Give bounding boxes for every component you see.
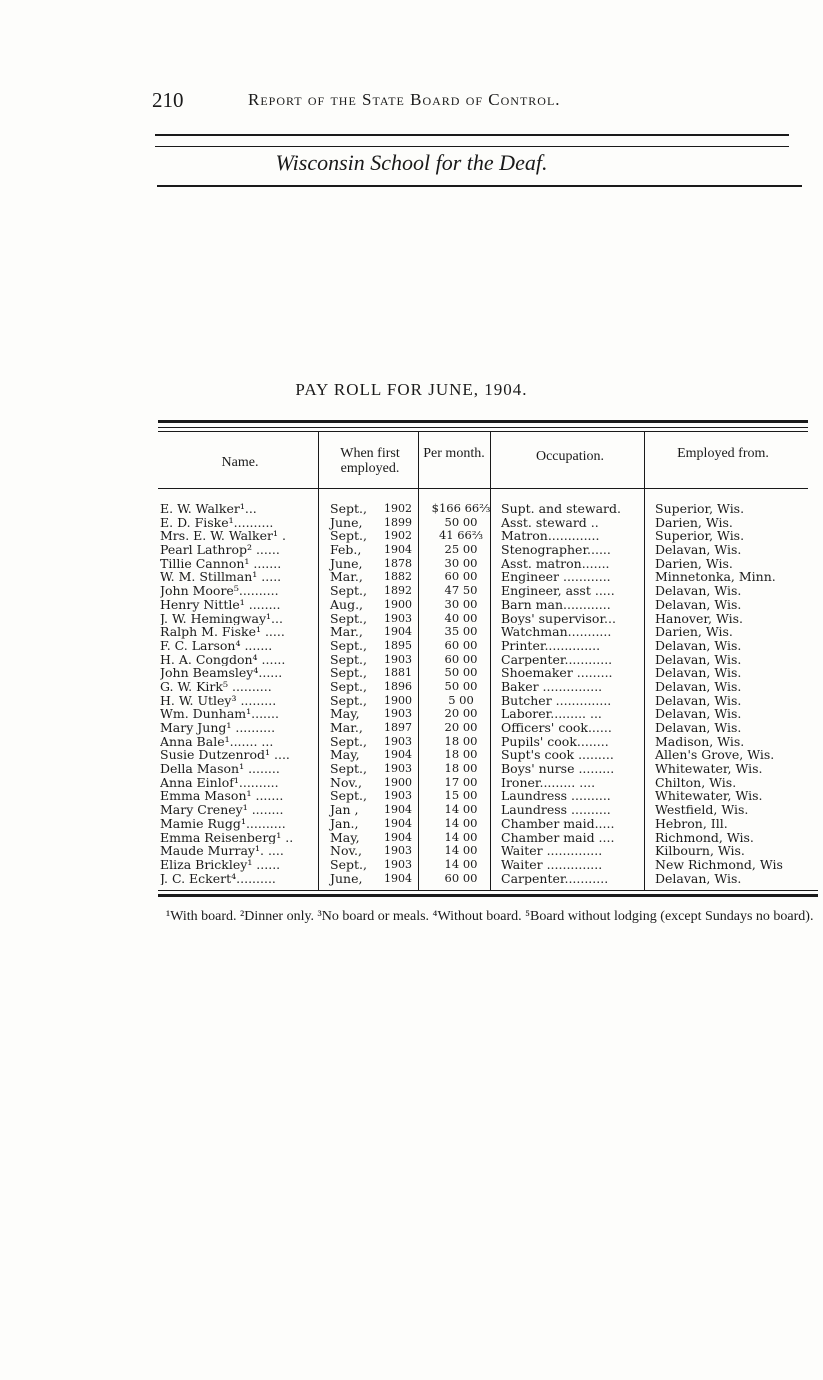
monthly-pay: 14 00 [444, 802, 478, 817]
hire-year: 1897 [384, 721, 412, 734]
header-rule-top [155, 134, 789, 136]
table-row [158, 598, 818, 612]
hire-month: Sept., [330, 733, 367, 749]
occupation: Stenographer...... [501, 543, 611, 557]
running-title: Report of the State Board of Control. [248, 90, 561, 109]
occupation: Chamber maid .... [501, 830, 615, 845]
occupation: Matron............. [501, 529, 600, 544]
employed-from: Madison, Wis. [655, 733, 745, 749]
table-row [158, 817, 818, 831]
table-row [158, 529, 818, 543]
hire-year: 1900 [384, 597, 412, 611]
employee-name: Mamie Rugg¹.......... [160, 816, 286, 831]
hire-year: 1903 [384, 734, 412, 748]
hire-month: Mar., [330, 624, 363, 640]
hire-month: Sept., [330, 583, 367, 599]
employed-from: Superior, Wis. [655, 528, 745, 544]
employee-name: Mrs. E. W. Walker¹ . [160, 529, 286, 544]
table-row [158, 872, 818, 886]
monthly-pay: 41 66⅔ [438, 528, 484, 543]
employee-name: Mary Creney¹ ........ [160, 803, 284, 817]
table-row [158, 721, 818, 735]
table-row [158, 653, 818, 667]
table-row [158, 570, 818, 584]
employee-name: Eliza Brickley¹ ...... [160, 857, 281, 872]
employed-from: Delavan, Wis. [655, 870, 742, 886]
table-title: PAY ROLL FOR JUNE, 1904. [295, 380, 528, 399]
hire-year: 1903 [384, 762, 412, 776]
employed-from: Darien, Wis. [655, 624, 733, 640]
employed-from: Delavan, Wis. [655, 637, 742, 653]
table-row [158, 557, 818, 571]
hire-year: 1896 [384, 679, 412, 693]
hire-month: Sept., [330, 665, 367, 681]
hire-month: May, [330, 747, 360, 763]
employee-name: John Moore⁵.......... [160, 584, 279, 598]
employee-name: E. W. Walker¹... [160, 502, 257, 516]
hire-year: 1900 [384, 775, 412, 789]
monthly-pay: 35 00 [444, 624, 478, 639]
monthly-pay: 50 00 [444, 678, 478, 693]
hire-month: Sept., [330, 610, 367, 626]
header-row-rule [158, 488, 808, 489]
employed-from: Hebron, Ill. [655, 815, 728, 831]
employed-from: Delavan, Wis. [655, 678, 742, 694]
monthly-pay: 60 00 [444, 651, 478, 666]
occupation: Carpenter............ [501, 652, 613, 667]
employed-from: Westfield, Wis. [655, 802, 749, 818]
occupation: Asst. matron....... [501, 556, 610, 571]
occupation: Supt's cook ......... [501, 748, 614, 763]
hire-month: Nov., [330, 843, 362, 859]
hire-month: Aug., [330, 596, 364, 612]
employee-name: Henry Nittle¹ ........ [160, 597, 281, 612]
hire-year: 1882 [384, 570, 412, 584]
table-row [158, 748, 818, 762]
employee-name: Pearl Lathrop² ...... [160, 543, 280, 557]
monthly-pay: 60 00 [444, 637, 478, 652]
table-row [158, 625, 818, 639]
hire-month: Sept., [330, 651, 367, 667]
employee-name: F. C. Larson⁴ ....... [160, 638, 273, 653]
employee-name: W. M. Stillman¹ ..... [160, 570, 282, 585]
hire-month: Nov., [330, 774, 362, 790]
table-rule-top-thin [158, 427, 808, 428]
occupation: Carpenter........... [501, 871, 609, 886]
header-rule-bottom [155, 146, 789, 147]
monthly-pay: 47 50 [444, 583, 478, 598]
table-row [158, 762, 818, 776]
hire-year: 1878 [384, 556, 412, 570]
hire-month: May, [330, 829, 360, 845]
employee-name: H. A. Congdon⁴ ...... [160, 652, 286, 667]
table-row [158, 516, 818, 530]
hire-month: June, [330, 870, 363, 886]
employed-from: Delavan, Wis. [655, 583, 742, 599]
employee-name: G. W. Kirk⁵ .......... [160, 679, 272, 694]
employee-name: J. W. Hemingway¹... [160, 611, 283, 626]
hire-month: Sept., [330, 761, 367, 777]
page-number: 210 [152, 88, 184, 112]
table-row [158, 584, 818, 598]
employed-from: Delavan, Wis. [655, 651, 742, 667]
hire-month: Jan., [330, 815, 359, 831]
hire-year: 1904 [384, 543, 412, 557]
table-row [158, 789, 818, 803]
employee-name: Anna Einlof¹.......... [160, 775, 279, 790]
monthly-pay: 60 00 [444, 569, 478, 584]
monthly-pay: 14 00 [444, 856, 478, 871]
table-rule-top-thick [158, 420, 808, 423]
occupation: Laundress .......... [501, 789, 611, 804]
hire-year: 1902 [384, 502, 412, 515]
footnote: ¹With board. ²Dinner only. ³No board or meals. ⁴Without board. ⁵Board without lodging (except Sundays no board). [166, 909, 814, 924]
monthly-pay: 14 00 [444, 815, 478, 830]
section-title: Wisconsin School for the Deaf. [275, 150, 548, 175]
table-row [158, 666, 818, 680]
occupation: Engineer, asst ..... [501, 584, 615, 598]
employed-from: Delavan, Wis. [655, 596, 742, 612]
monthly-pay: $166 66⅔ [431, 501, 491, 515]
monthly-pay: 50 00 [444, 514, 478, 529]
hire-month: Feb., [330, 542, 362, 558]
employee-name: Emma Mason¹ ....... [160, 789, 284, 804]
hire-year: 1904 [384, 871, 412, 885]
employee-name: Maude Murray¹. .... [160, 844, 284, 858]
monthly-pay: 15 00 [444, 788, 478, 803]
occupation: Boys' nurse ......... [501, 762, 615, 776]
col-header-when-first-employed: When first employed. [340, 446, 400, 476]
occupation: Officers' cook...... [501, 721, 612, 735]
table-row [158, 707, 818, 721]
employed-from: Darien, Wis. [655, 555, 733, 571]
employed-from: New Richmond, Wis [655, 856, 783, 872]
hire-month: Sept., [330, 501, 367, 516]
monthly-pay: 40 00 [444, 610, 478, 625]
hire-month: June, [330, 514, 363, 530]
occupation: Waiter .............. [501, 844, 603, 858]
col-header-employed-from: Employed from. [677, 446, 769, 461]
occupation: Supt. and steward. [501, 502, 622, 516]
employed-from: Hanover, Wis. [655, 610, 743, 626]
monthly-pay: 25 00 [444, 542, 478, 557]
hire-year: 1904 [384, 625, 412, 639]
payroll-rows [158, 502, 818, 885]
employee-name: H. W. Utley³ ......... [160, 693, 277, 708]
occupation: Baker ............... [501, 679, 603, 694]
monthly-pay: 18 00 [444, 747, 478, 762]
occupation: Laborer......... ... [501, 707, 602, 722]
col-header-occupation: Occupation. [535, 449, 605, 464]
monthly-pay: 14 00 [444, 843, 478, 858]
hire-year: 1904 [384, 803, 412, 817]
occupation: Boys' supervisor... [501, 611, 616, 626]
employed-from: Allen's Grove, Wis. [655, 747, 775, 763]
employee-name: Susie Dutzenrod¹ .... [160, 748, 290, 763]
table-rule-bottom-thin [158, 890, 818, 891]
monthly-pay: 60 00 [444, 870, 478, 885]
occupation: Engineer ............ [501, 570, 611, 585]
hire-year: 1902 [384, 529, 412, 543]
hire-year: 1903 [384, 707, 412, 721]
employed-from: Superior, Wis. [655, 501, 745, 516]
hire-month: Jan , [330, 802, 359, 818]
hire-month: Sept., [330, 856, 367, 872]
occupation: Asst. steward .. [501, 515, 599, 530]
hire-year: 1903 [384, 611, 412, 625]
occupation: Shoemaker ......... [501, 666, 613, 680]
hire-year: 1904 [384, 748, 412, 762]
employee-name: Wm. Dunham¹....... [160, 707, 279, 722]
table-row [158, 803, 818, 817]
employed-from: Delavan, Wis. [655, 692, 742, 708]
employee-name: Emma Reisenberg¹ .. [160, 830, 294, 845]
hire-month: Sept., [330, 788, 367, 804]
monthly-pay: 20 00 [444, 706, 478, 721]
employee-name: Ralph M. Fiske¹ ..... [160, 625, 285, 639]
employed-from: Chilton, Wis. [655, 774, 737, 790]
hire-year: 1903 [384, 652, 412, 666]
monthly-pay: 50 00 [444, 665, 478, 680]
table-row [158, 543, 818, 557]
occupation: Waiter .............. [501, 857, 603, 872]
hire-month: Sept., [330, 637, 367, 653]
occupation: Ironer......... .... [501, 775, 596, 790]
table-row [158, 694, 818, 708]
hire-year: 1903 [384, 857, 412, 871]
hire-year: 1903 [384, 789, 412, 803]
occupation: Barn man............ [501, 597, 611, 612]
employed-from: Minnetonka, Minn. [655, 569, 776, 585]
hire-year: 1903 [384, 844, 412, 858]
employed-from: Richmond, Wis. [655, 829, 754, 845]
employee-name: Anna Bale¹....... ... [160, 734, 274, 749]
table-row [158, 831, 818, 845]
table-row [158, 502, 818, 516]
hire-year: 1904 [384, 830, 412, 844]
hire-year: 1904 [384, 816, 412, 830]
occupation: Laundress .......... [501, 803, 611, 817]
hire-year: 1899 [384, 515, 412, 529]
occupation: Chamber maid..... [501, 816, 615, 831]
hire-month: May, [330, 706, 360, 722]
hire-year: 1881 [384, 666, 412, 680]
table-row [158, 858, 818, 872]
monthly-pay: 20 00 [444, 720, 478, 734]
hire-month: Mar., [330, 569, 363, 585]
monthly-pay: 30 00 [444, 555, 478, 570]
hire-month: Sept., [330, 692, 367, 708]
employed-from: Delavan, Wis. [655, 720, 742, 735]
monthly-pay: 17 00 [444, 774, 478, 789]
occupation: Pupils' cook........ [501, 734, 609, 749]
hire-month: Sept., [330, 528, 367, 544]
occupation: Watchman........... [501, 625, 612, 639]
table-row [158, 844, 818, 858]
table-rule-top-inner [158, 431, 808, 432]
employed-from: Darien, Wis. [655, 514, 733, 530]
monthly-pay: 30 00 [444, 596, 478, 611]
col-header-per-month: Per month. [423, 446, 485, 461]
employed-from: Whitewater, Wis. [655, 788, 763, 804]
table-row [158, 735, 818, 749]
occupation: Butcher .............. [501, 693, 612, 708]
employed-from: Delavan, Wis. [655, 706, 742, 722]
hire-year: 1892 [384, 584, 412, 598]
table-rule-bottom-thick [158, 894, 818, 897]
employed-from: Kilbourn, Wis. [655, 843, 745, 859]
monthly-pay: 18 00 [444, 733, 478, 748]
monthly-pay: 14 00 [444, 829, 478, 844]
employed-from: Whitewater, Wis. [655, 761, 763, 777]
table-row [158, 612, 818, 626]
hire-month: Mar., [330, 720, 363, 735]
table-row [158, 680, 818, 694]
hire-month: June, [330, 555, 363, 571]
employee-name: E. D. Fiske¹.......... [160, 515, 274, 530]
occupation: Printer.............. [501, 638, 601, 653]
hire-year: 1900 [384, 693, 412, 707]
monthly-pay: 18 00 [444, 761, 478, 776]
page-header [152, 88, 792, 118]
employed-from: Delavan, Wis. [655, 542, 742, 558]
section-rule [157, 185, 802, 187]
employed-from: Delavan, Wis. [655, 665, 742, 681]
hire-month: Sept., [330, 678, 367, 694]
employee-name: Della Mason¹ ........ [160, 762, 280, 776]
monthly-pay: 5 00 [448, 692, 474, 707]
employee-name: John Beamsley⁴...... [160, 666, 283, 680]
col-header-name: Name. [221, 455, 259, 470]
table-row [158, 776, 818, 790]
employee-name: J. C. Eckert⁴.......... [160, 871, 276, 886]
table-row [158, 639, 818, 653]
employee-name: Tillie Cannon¹ ....... [160, 556, 282, 571]
hire-year: 1895 [384, 638, 412, 652]
employee-name: Mary Jung¹ .......... [160, 721, 276, 735]
